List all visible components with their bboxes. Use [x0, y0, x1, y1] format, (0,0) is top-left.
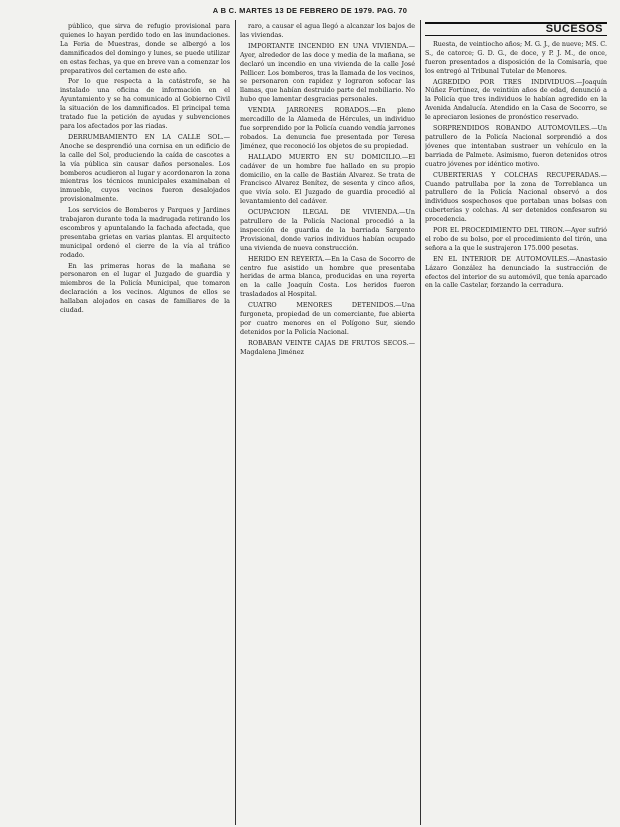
column-3: [425, 22, 607, 822]
paragraph: raro, a causar el agua llegó a alcanzar los bajos de las viviendas.: [240, 22, 415, 39]
paragraph: público, que sirva de refugio provisional para quienes lo hayan perdido todo en las inundaciones. La Feria de Muestras, donde se albergó a los damnificados del domingo y lunes, se puede utilizar en estas fechas, ya que en breve van a comenzar los preparativos del certamen de este año.: [60, 22, 230, 75]
paragraph: Los servicios de Bomberos y Parques y Jardines trabajaron durante toda la madrugada retirando los escombros y apuntalando la fachada afectada, que presentaba grietas en varias plantas. El arquitecto municipal ordenó el cierre de la vía al tráfico rodado.: [60, 206, 230, 259]
paragraph: ROBABAN VEINTE CAJAS DE FRUTOS SECOS.—Magdalena Jiménez: [240, 338, 415, 356]
column-rule: [420, 20, 421, 825]
paragraph: IMPORTANTE INCENDIO EN UNA VIVIENDA.—Ayer, alrededor de las doce y media de la mañana, se declaró un incendio en una vivienda de la calle José Pellicer. Los bomberos, tras la llamada de los vecinos, se personaron con rapidez y lograron sofocar las llamas, que habían destruido parte del mobiliario. No hubo que lamentar desgracias personales.: [240, 41, 415, 104]
paragraph: VENDIA JARRONES ROBADOS.—En pleno mercadillo de la Alameda de Hércules, un individuo fue sorprendido por la Policía cuando vendía jarrones robados. La denuncia fue presentada por Teresa Jiménez, que reconoció los objetos de su propiedad.: [240, 106, 415, 150]
section-title: SUCESOS: [425, 22, 607, 36]
paragraph: HALLADO MUERTO EN SU DOMICILIO.—El cadáver de un hombre fue hallado en su propio domicilio, en la calle de Bastián Alvarez. Se trata de Francisco Alvarez Benítez, de sesenta y cinco años, que vivía solo. El Juzgado de guardia procedió al levantamiento del cadáver.: [240, 152, 415, 206]
paragraph: OCUPACION ILEGAL DE VIVIENDA.—Un patrullero de la Policía Nacional procedió a la inspección de guardia de la barriada Sargento Provisional, donde varios individuos habían ocupado una vivienda de nueva construcción.: [240, 208, 415, 252]
page-header: A B C. MARTES 13 DE FEBRERO DE 1979. PAG. 70: [212, 6, 408, 15]
paragraph: AGREDIDO POR TRES INDIVIDUOS.—Joaquín Núñez Fortúnez, de veintiún años de edad, denunció a la Policía que tres individuos le habían agredido en la Avenida Andalucía. Atendido en la Casa de Socorro, se le apreciaron lesiones de pronóstico reservado.: [425, 77, 607, 122]
paragraph: CUBERTERIAS Y COLCHAS RECUPERADAS.—Cuando patrullaba por la zona de Torreblanca un patrullero de la Policía Nacional observó a dos individuos sospechosos que portaban unas bolsas con cuberterías y colchas. Al ser detenidos confesaron su procedencia.: [425, 170, 607, 224]
paragraph: SORPRENDIDOS ROBANDO AUTOMOVILES.—Un patrullero de la Policía Nacional sorprendió a dos jóvenes que intentaban sustraer un vehículo en la barriada de Palmete. Asimismo, fueron detenidos otros cuatro jóvenes por idéntico motivo.: [425, 124, 607, 168]
column-2: [240, 22, 415, 822]
paragraph: Ruesta, de veintiocho años; M. G. J., de nueve; MS. C. S., de catorce; G. D. G., de doce, y P. J. M., de once, fueron presentados a disposición de la Comisaría, que los entregó al Tribunal Tutelar de Menores.: [425, 39, 607, 75]
column-1: [60, 22, 230, 822]
paragraph: En las primeras horas de la mañana se personaron en el lugar el Juzgado de guardia y miembros de la Policía Municipal, que tomaron declaración a los vecinos. Algunos de ellos se hallaban alojados en casas de familiares de la ciudad.: [60, 261, 230, 315]
paragraph: Por lo que respecta a la catástrofe, se ha instalado una oficina de información en el Ayuntamiento y se ha comunicado al Gobierno Civil la situación de los damnificados. El principal tema tratado fue la petición de ayudas y subvenciones para los afectados por las riadas.: [60, 77, 230, 130]
paragraph: DERRUMBAMIENTO EN LA CALLE SOL.—Anoche se desprendió una cornisa en un edificio de la calle del Sol, produciendo la caída de cascotes a la vía pública sin causar daños personales. Los bomberos acudieron al lugar y acordonaron la zona mientras los técnicos municipales examinaban el inmueble, cuyos vecinos fueron desalojados provisionalmente.: [60, 132, 230, 204]
paragraph: POR EL PROCEDIMIENTO DEL TIRON.—Ayer sufrió el robo de su bolso, por el procedimiento del tirón, una señora a la que le sustrajeron 175.000 pesetas.: [425, 226, 607, 252]
column-rule: [235, 20, 236, 825]
paragraph: CUATRO MENORES DETENIDOS.—Una furgoneta, propiedad de un comerciante, fue abierta por cuatro menores en el Polígono Sur, siendo detenidos por la Policía Nacional.: [240, 301, 415, 336]
paragraph: EN EL INTERIOR DE AUTOMOVILES.—Anastasio Lázaro González ha denunciado la sustracción de efectos del interior de su automóvil, que tenía aparcado en la calle Castelar, forzando la cerradura.: [425, 254, 607, 290]
paragraph: HERIDO EN REYERTA.—En la Casa de Socorro de centro fue asistido un hombre que presentaba heridas de arma blanca, producidas en una reyerta en la calle Joaquín Costa. Los heridos fueron trasladados al Hospital.: [240, 254, 415, 299]
